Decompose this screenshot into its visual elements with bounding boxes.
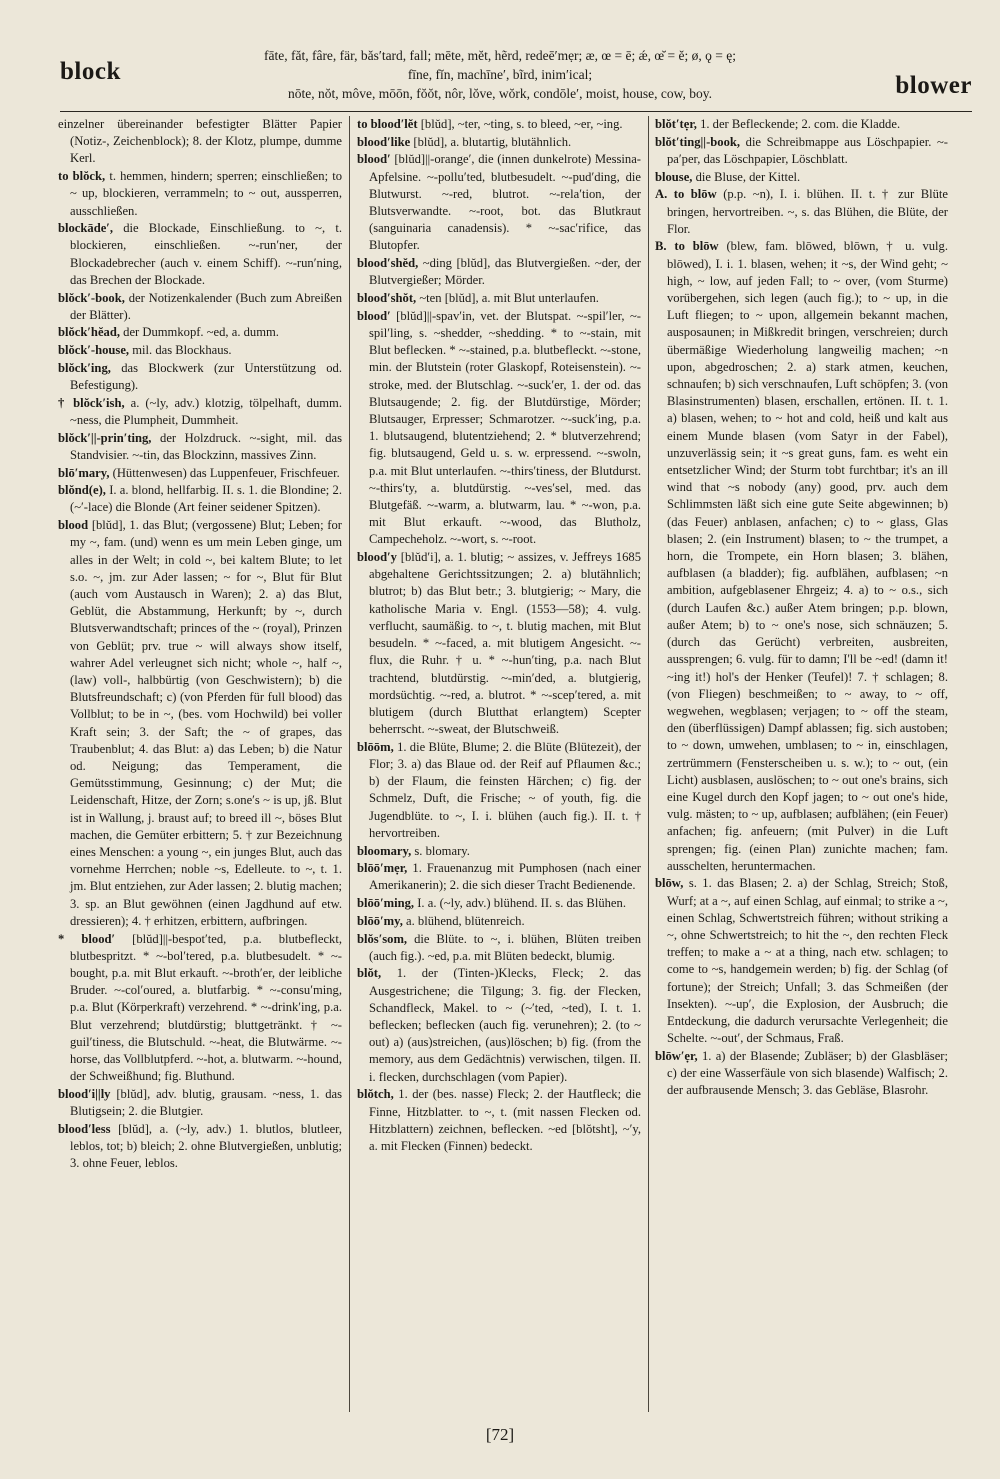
entry-definition: 1. der (Tinten-)Klecks, Fleck; 2. das Ausgestrichene; die Tilgung; 3. fig. der Flecken, Schandfleck, Makel. to ~ (~′ted, ~ted), I. t. 1. beflecken; beflecken (auch fig. verunehren); 2. (to ~ out) a) (aus)streichen, (aus)löschen; b) fig. (from the memory, aus dem Gedächtnis) verwischen, tilgen. II. i. flecken, durchschlagen (vom Papier). [369,966,641,1084]
entry-headword: blōō′ming, [357,896,415,911]
dictionary-entry [58,1086,342,1120]
entry-headword: blŏt′tẹr, [655,117,697,131]
dictionary-entry [357,134,641,151]
entry-definition: [blŭd], 1. das Blut; (vergossene) Blut; Leben; for my ~, fam. (und) wenn es um mein Leben ginge, um alles in der Welt; in cold ~, bei kaltem Blute; to let s.o. ~, jm. zur Ader lassen; ~ for ~, Blut für Blut (auch vom Austausch in Waren); 2. a) das Blut, Geblüt, die Abstammung, Herkunft; by ~, durch Blutsverwandtschaft; princes of the ~ (royal), Prinzen von Geblüt; prv. true ~ will always show itself, wahrer Adel verleugnet sich nicht; whole ~, half ~, (law) voll-, halbbürtig (von Geschwistern); b) die Blutsfreundschaft; c) (von Pferden für full blood) das Vollblut; to be in ~, (bes. vom Hochwild) bei voller Kraft sein; 3. der Saft; the ~ of grapes, das Traubenblut; 4. das Blut: a) das Leben; b) die Natur od. Neigung; das Temperament, die Gemütsstimmung, Gesinnung; c) der Mut; die Leidenschaft, Hitze, der Zorn; s.one′s ~ is up, jß. Blut ist in Wallung, j. braust auf; to breed ill ~, böses Blut machen, die Gemüter erbittern; 5. † zur Bezeichnung eines Menschen: a young ~, ein junges Blut, auch das vornehme Herrchen; noble ~s, Edelleute. to ~, t. 1. jm. Blut entziehen, zur Ader lassen; 2. blutig machen; 3. sp. an Blut gewöhnen (einen Jagdhund auf etw. dressieren); 4. † erhitzen, erbittern, aufbringen. [70,518,342,928]
entry-headword: blōw′ẹr, [655,1048,698,1063]
entry-definition: a. blühend, blütenreich. [406,913,525,928]
dictionary-entry [58,465,342,482]
dictionary-entry [58,931,342,1086]
entry-definition: einzelner übereinander befestigter Blätter Papier (Notiz-, Zeichenblock); 8. der Klotz, plumpe, dumme Kerl. [58,117,342,166]
dictionary-entry [357,860,641,894]
dictionary-entry [58,482,342,516]
entry-headword: blockāde′, [58,221,113,236]
entry-definition: (p.p. ~n), I. i. blühen. II. t. † zur Blüte bringen, hervortreiben. ~, s. das Blühen, die Blüte, der Flor. [667,187,948,236]
page-number: [72] [485,1425,515,1444]
dictionary-entry [58,168,342,220]
entry-headword: blŏnd(e), [58,483,106,498]
entry-headword: † blŏck′ish, [58,395,125,410]
dictionary-entry [357,290,641,307]
dictionary-entry [357,151,641,254]
dictionary-entry [655,238,948,875]
entry-definition: ~ten [blŭd], a. mit Blut unterlaufen. [419,291,599,306]
entry-headword: blood′ [357,308,391,323]
entry-definition: die Bluse, der Kittel. [695,169,801,184]
entry-definition: [blŭd], a. (~ly, adv.) 1. blutlos, blutleer, leblos, tot; b) bleich; 2. ohne Blutvergießen, unblutig; 3. ohne Feuer, leblos. [70,1121,342,1171]
dictionary-entry [357,255,641,289]
entry-definition: a. (~ly, adv.) klotzig, tölpelhaft, dumm. ~ness, die Plumpheit, Dummheit. [70,395,342,427]
entry-headword: blŏs′som, [357,931,408,946]
entry-headword: blŏck′||-prin′ting, [58,430,152,445]
entry-headword: blouse, [655,169,693,184]
entry-definition: die Blockade, Einschließung. to ~, t. blockieren, einschließen. ~-run′ner, der Blockadebrecher (auch v. einem Schiff). ~-run′ning, das Brechen der Blockade. [70,221,342,287]
dictionary-entry [357,843,641,860]
entry-definition: 1. Frauenanzug mit Pumphosen (nach einer Amerikanerin); 2. die sich dieser Tracht Bedienende. [369,861,641,893]
entry-headword: blōw, [655,876,684,891]
entry-definition: das Blockwerk (zur Unterstützung od. Befestigung). [70,360,342,393]
entry-headword: blood′less [58,1121,111,1136]
entry-definition: s. blomary. [414,843,470,858]
entry-definition: s. 1. das Blasen; 2. a) der Schlag, Streich; Stoß, Wurf; at a ~, auf einen Schlag, auf einmal; to strike a ~, einen Schlag, Schwertstreich führen; without striking a ~, ohne Schwertstreich; to hit the ~, den rechten Fleck treffen; to make a ~ at a thing, nach etw. schlagen; to come to ~s, handgemein werden; b) fig. der Schlag (of fortune); der Streich; Unfall; 3. das Schmeißen (der Insekten). ~-up′, die Explosion, der Ausbruch; die Entdeckung, die dadurch verursachte Verlegenheit; die Schelte. ~-out′, der Schmaus, Fraß. [667,876,948,1046]
entry-headword: blōō′my, [357,913,403,928]
entry-definition: [blŭd]||-spav′in, vet. der Blutspat. ~-spil′ler, ~-spil′ling, s. ~shedder, ~shedding. * to ~-stain, mit Blut beflecken. * ~-stained, p.a. blutbefleckt. ~-stone, min. der Blutstein (roter Glaskopf, Roteisenstein). ~-stroke, med. der Blutschlag. ~-suck′er, 1. der od. das Blutsaugende; 2. fig. der Blutdürstige, Mörder; Blutsauger, Erpresser; Schmarotzer. ~-suck′ing, p.a. 1. blutsaugend, blutentziehend; 2. * blutverzehrend; fig. blutsaugend, Geld u. s. w. erpressend. ~-swoln, p.a. mit Blut unterlaufen. ~-thirs′tiness, der Blutdurst. ~-thirs′ty, a. blutdürstig. ~-ves′sel, med. das Blutgefäß. ~-warm, a. blutwarm, lau. * ~-won, p.a. mit Blut erkauft. ~-wood, das Blutholz, Campecheholz. ~-wort, s. ~-root. [369,308,641,547]
dictionary-entry [357,549,641,738]
entry-definition: [blŭd′i], a. 1. blutig; ~ assizes, v. Jeffreys 1685 abgehaltene Gerichtssitzungen; 2. a) blutähnlich; blutrot; b) das Blut betr.; 3. blutgierig; ~ Mary, die katholische Maria v. Engl. (1553—58); 4. vulg. verflucht, saumäßig. to ~, t. blutig machen, mit Blut besudeln. * ~-faced, a. mit blutigem Angesicht. ~-flux, die Ruhr. † u. * ~-hun′ting, p.a. nach Blut trachtend, blutdürstig. ~-min′ded, a. blutgierig, mordsüchtig. ~-red, a. blutrot. * ~-scep′tered, a. mit blutigem (durch Blutthat erlangtem) Scepter beherrscht. ~-sweat, der Blutschweiß. [369,550,641,737]
entry-definition: I. a. blond, hellfarbig. II. s. 1. die Blondine; 2. (~′-lace) die Blonde (Art feiner seidener Spitzen). [70,483,342,515]
dictionary-entry [58,517,342,930]
dictionary-entry [357,116,641,133]
entry-headword: blood′shĕd, [357,256,419,271]
entry-headword: A. to blōw [655,187,717,202]
dictionary-entry [655,116,948,133]
column-2 [357,116,641,1412]
entry-headword: blood′i||ly [58,1086,111,1101]
entry-definition: (blew, fam. blōwed, blōwn, † u. vulg. blōwed), I. i. 1. blasen, wehen; it ~s, der Wind geht; ~ high, ~ low, auf jeden Fall; to ~ over, (vom Sturme) vorübergehen, sich legen (auch fig.); to ~ up, in die Luft fliegen; to ~ upon, allgemein bekannt machen, ausposaunen; in Mißkredit bringen, verschreien; durch übermäßige Wiederholung langweilig machen; ~n upon, abgedroschen; 2. a) stark atmen, keuchen, schnaufen; b) sich verschnaufen, Luft schöpfen; 3. (von Blasinstrumenten) blasen, erschallen, ertönen. II. t. 1. a) blasen, wehen; to ~ hot and cold, heiß und kalt aus einem Munde blasen (vom Satyr in der Fabel), unzuverlässig sein; it ~s great guns, fam. es weht ein entsetzlicher Wind; der Sturm tobt furchtbar; it's an ill wind that ~s nobody (any) good, prv. auch dem Schlimmsten läßt sich eine gute Seite abgewinnen; b) (das Feuer) anblasen, anfachen; c) to ~ glass, Glas blasen; 2. (ein Instrument) blasen; to ~ the trumpet, a horn, die Trompete, ein Horn blasen; 3. blähen, aufblasen (a bladder); fig. aufblähen, aufblasen; ~n ambition, aufgeblasener Ehrgeiz; 4. a) to ~ o.s., sich (durch Laufen &c.) außer Atem bringen; p.p. blown, außer Atem; b) to ~ one's nose, sich schnäuzen; 5. (durch das Gerücht) verbreiten, ausbreiten, aussprengen; 6. vulg. für to damn; I'll be ~ed! (damn it! ~ing it!) hol's der Henker (Teufel)! 7. † schlagen; 8. (von Fliegen) beschmeißen; to ~ away, to ~ off, wegwehen, wegblasen; verjagen; to ~ off the steam, den (überflüssigen) Dampf ablassen; fig. sich austoben; to ~ down, umwehen, umblasen; to ~ in, einschlagen, zertrümmern (Fensterscheiben u. s. w.); to ~ out, (ein Licht) ausblasen, auslöschen; to ~ out one's brains, sich eine Kugel durch den Kopf jagen; to ~ out one's hide, vulg. mästen; to ~ up, aufblasen; aufblähen; (ein Feuer) anfachen; fig. anfeuern; (mit Pulver) in die Luft sprengen; fig. (einen Plan) zunichte machen; fam. ausschelten, heruntermachen. [667,239,948,873]
running-head-left: block [60,58,121,85]
dictionary-entry [58,116,342,168]
dictionary-entry [655,186,948,238]
entry-headword: blŏck′ing, [58,360,111,375]
entry-headword: blōōm, [357,739,394,754]
dictionary-entry [58,395,342,429]
entry-headword: blood [58,518,89,533]
dictionary-entry [357,739,641,842]
entry-headword: blŏt, [357,966,382,981]
dictionary-entry [357,913,641,930]
entry-headword: bloomary, [357,843,412,858]
pronunciation-key-line-2: fīne, fĭn, machīne′, bĩrd, inim′ical; [407,67,593,82]
dictionary-entry [58,360,342,394]
column-3 [655,116,948,1412]
dictionary-entry [357,965,641,1085]
dictionary-entry [58,220,342,289]
dictionary-entry [58,342,342,359]
dictionary-entry [357,308,641,549]
dictionary-entry [357,895,641,912]
entry-headword: blō′mary, [58,465,110,480]
column-divider-2 [648,116,649,1412]
entry-definition: 1. die Blüte, Blume; 2. die Blüte (Blütezeit), der Flor; 3. a) das Blaue od. der Reif auf Pflaumen &c.; b) der Flaum, die feinsten Härchen; c) fig. der Schmelz, Duft, die Frische; ~ of youth, fig. die Jugendblüte. to ~, I. i. blühen (auch fig.). II. t. † hervortreiben. [369,739,641,840]
entry-headword: blŏck′-book, [58,290,125,305]
entry-headword: B. to blōw [655,239,719,254]
entry-definition: [blŭd], a. blutartig, blutähnlich. [413,134,572,149]
dictionary-entry [58,430,342,464]
entry-headword: blŏck′-house, [58,343,130,358]
pronunciation-key [200,46,800,103]
dictionary-entry [58,324,342,341]
entry-headword: blŏck′hĕad, [58,325,120,340]
entry-headword: blood′like [357,134,411,149]
entry-definition: der Holzdruck. ~-sight, mil. das Standvisier. ~-tin, das Blockzinn, massives Zinn. [70,430,342,462]
entry-definition: [blŭd]||-orange′, die (innen dunkelrote) Messina-Apfelsine. ~-pollu′ted, blutbesudelt. ~-pud′ding, die Blutwurst. ~-red, blutrot. ~-rela′tion, der Blutsverwandte. ~-root, bot. das Blutkraut (sanguinaria canadensis). * ~-sac′rifice, das Blutopfer. [369,152,641,253]
entry-definition: 1. der (bes. nasse) Fleck; 2. der Hautfleck; die Finne, Hitzblatter. to ~, t. (mit nassen Flecken od. Hitzblattern) zeichnen, beflecken. ~ed [blŏtsht], ~′y, a. mit Flecken (Finnen) bedeckt. [369,1087,641,1153]
entry-headword: blood′y [357,550,397,565]
entry-headword: blōō′mẹr, [357,861,408,876]
entry-definition: 1. der Befleckende; 2. com. die Kladde. [700,117,901,131]
column-divider-1 [349,116,350,1412]
column-1 [58,116,342,1412]
entry-headword: to blood′lĕt [357,117,418,131]
entry-headword: to blŏck, [58,169,106,184]
entry-definition: mil. das Blockhaus. [132,343,232,358]
dictionary-entry [58,1121,342,1173]
dictionary-entry [357,1086,641,1155]
entry-headword: * blood′ [58,931,116,946]
entry-headword: blŏt′ting||-book, [655,134,741,149]
entry-headword: blŏtch, [357,1087,394,1102]
entry-definition: 1. a) der Blasende; Zubläser; b) der Glasbläser; c) der eine Wasserfäule von sich blasende) Walfisch; 2. der aufbrausende Mensch; 3. das Gebläse, Blasrohr. [667,1048,948,1098]
entry-definition: der Notizenkalender (Buch zum Abreißen der Blätter). [70,290,342,322]
dictionary-entry [655,1048,948,1100]
running-head-right: blower [895,72,972,99]
pronunciation-key-line-1: fāte, făt, fâre, fär, băs′tard, fall; mēte, mĕt, hẽrd, redeē′mẹr; æ, œ = ē; ǽ, œ̆ = ĕ; ø, ǫ = ę; [263,48,737,63]
entry-definition: [blŭd]||-bespot′ted, p.a. blutbefleckt, blutbespritzt. * ~-bol′tered, p.a. blutbesudelt. * ~-bought, p.a. mit Blut erkauft. ~-broth′er, der leibliche Bruder. ~-col′oured, a. blutfarbig. * ~-consu′ming, p.a. Blut (Körperkraft) verzehrend. * ~-drink′ing, p.a. Blut verzehrend; blutdürstig; bluttgetränkt. † ~-guil′tiness, die Blutschuld. ~-heat, die Blutwärme. ~-horse, das Vollblutpferd. ~-hot, a. blutwarm. ~-hound, der Schweißhund; fig. Bluthund. [70,931,342,1084]
entry-definition: t. hemmen, hindern; sperren; einschließen; to ~ up, blockieren, verrammeln; to ~ out, aussperren, ausschließen. [70,169,342,218]
dictionary-entry [655,169,948,186]
entry-definition: die Blüte. to ~, i. blühen, Blüten treiben (auch fig.). ~ed, p.a. mit Blüten bedeckt, blumig. [369,931,641,963]
entry-definition: [blŭd], ~ter, ~ting, s. to bleed, ~er, ~ing. [420,117,623,131]
entry-definition: (Hüttenwesen) das Luppenfeuer, Frischfeuer. [112,465,340,480]
entry-headword: blood′shŏt, [357,291,417,306]
entry-definition: ~ding [blŭd], das Blutvergießen. ~der, der Blutvergießer; Mörder. [369,256,641,288]
entry-definition: [blŭd], adv. blutig, grausam. ~ness, 1. das Blutigsein; 2. die Blutgier. [70,1086,342,1119]
dictionary-entry [58,290,342,324]
entry-definition: I. a. (~ly, adv.) blühend. II. s. das Blühen. [417,896,626,911]
dictionary-entry [655,134,948,168]
entry-definition: die Schreibmappe aus Löschpapier. ~-pa′per, das Löschpapier, Löschblatt. [667,134,948,166]
dictionary-entry [357,931,641,965]
entry-definition: der Dummkopf. ~ed, a. dumm. [123,325,279,340]
dictionary-entry [655,875,948,1047]
entry-headword: blood′ [357,152,391,167]
header-rule [60,111,972,112]
pronunciation-key-line-3: nōte, nŏt, môve, mōōn, fŏŏt, nôr, lŏve, wŏrk, condōle′, moist, house, cow, boy. [288,86,712,101]
